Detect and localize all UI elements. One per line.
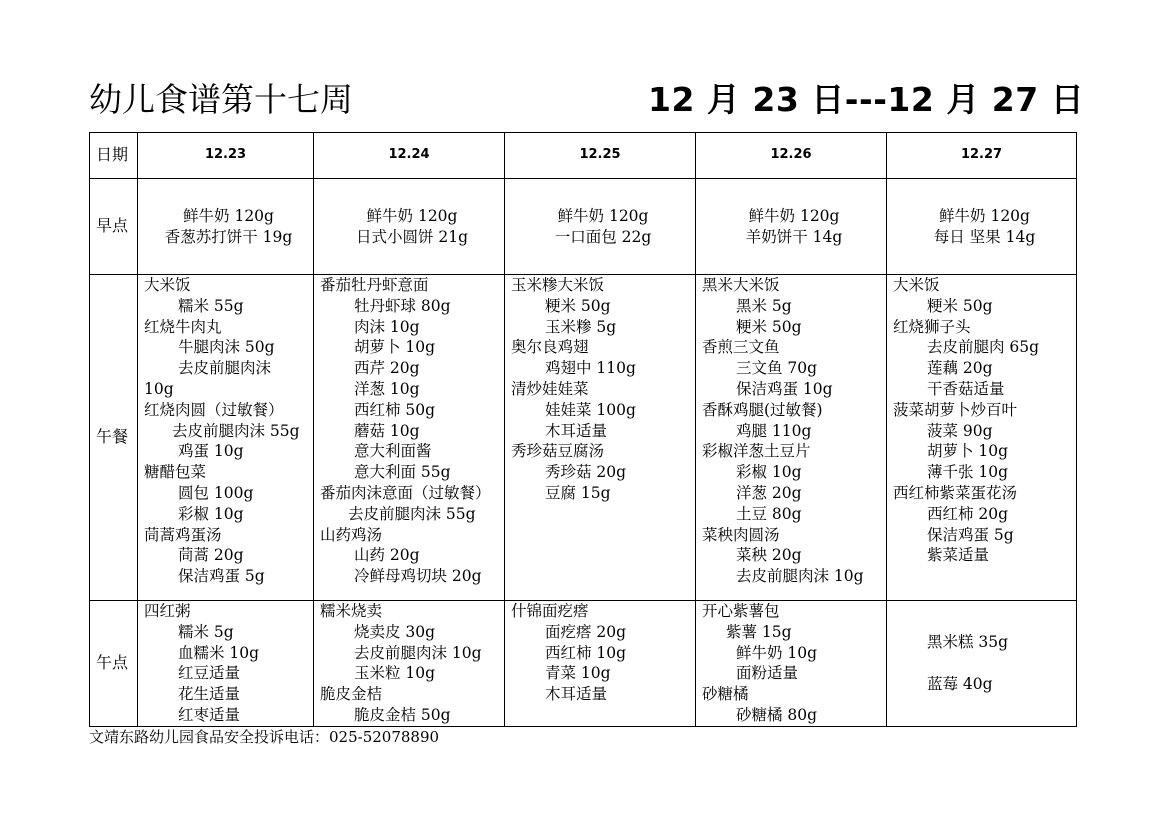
dish-name: 砂糖橘 xyxy=(702,685,749,704)
menu-line: 羊奶饼干 14g xyxy=(745,227,843,246)
ingredient-line: 彩椒 10g xyxy=(736,463,802,482)
ingredient-line: 脆皮金桔 50g xyxy=(354,705,451,724)
ingredient-line: 面粉适量 xyxy=(736,664,799,683)
ingredient-line: 三文鱼 70g xyxy=(736,359,818,378)
ingredient-line: 冷鲜母鸡切块 20g xyxy=(354,567,482,586)
ingredient-line: 去皮前腿肉 65g xyxy=(927,338,1040,357)
menu-line: 鲜牛奶 120g xyxy=(748,206,840,225)
ingredient-line: 土豆 80g xyxy=(736,504,802,523)
snack-item: 黑米糕 35g xyxy=(927,633,1009,652)
dish-name: 西红柿紫菜蛋花汤 xyxy=(893,483,1018,502)
ingredient-line: 西红柿 20g xyxy=(927,504,1009,523)
lunch-cell xyxy=(314,275,505,601)
breakfast-cell xyxy=(314,179,505,275)
ingredient-line: 洋葱 10g xyxy=(354,379,420,398)
snack-cell xyxy=(138,601,314,727)
spacer xyxy=(893,653,1076,674)
ingredient-line: 彩椒 10g xyxy=(178,504,244,523)
dish-name: 四红粥 xyxy=(144,602,191,620)
dish-name: 大米饭 xyxy=(893,276,940,294)
ingredient-line: 保洁鸡蛋 10g xyxy=(736,379,833,398)
dish-name: 菠菜胡萝卜炒百叶 xyxy=(893,400,1018,419)
dish-name: 番茄肉沫意面（过敏餐） xyxy=(320,483,491,502)
ingredient-line: 鸡翅中 110g xyxy=(545,359,636,378)
dish-name: 茼蒿鸡蛋汤 xyxy=(144,525,222,544)
ingredient-line: 玉米粒 10g xyxy=(354,664,436,683)
date-header: 12.27 xyxy=(887,133,1077,179)
snack-cell xyxy=(505,601,696,727)
header-row xyxy=(90,133,1077,179)
ingredient-line: 10g xyxy=(144,379,174,398)
ingredient-line: 蘑菇 10g xyxy=(354,421,420,440)
ingredient-line: 菜秧 20g xyxy=(736,546,802,565)
ingredient-line: 去皮前腿肉沫 55g xyxy=(348,504,476,523)
date-label: 日期 xyxy=(90,133,138,179)
dish-name: 清炒娃娃菜 xyxy=(511,379,589,398)
ingredient-line: 洋葱 20g xyxy=(736,483,802,502)
ingredient-line: 鸡蛋 10g xyxy=(178,442,244,461)
ingredient-line: 去皮前腿肉沫 xyxy=(178,359,272,378)
date-header: 12.23 xyxy=(138,133,314,179)
ingredient-line: 去皮前腿肉沫 10g xyxy=(354,643,482,662)
ingredient-line: 粳米 50g xyxy=(927,296,993,315)
dish-name: 什锦面疙瘩 xyxy=(511,602,589,620)
ingredient-line: 菠菜 90g xyxy=(927,421,993,440)
ingredient-line: 胡萝卜 10g xyxy=(354,338,436,357)
menu-line: 鲜牛奶 120g xyxy=(557,206,649,225)
date-header: 12.25 xyxy=(505,133,696,179)
ingredient-line: 山药 20g xyxy=(354,546,420,565)
ingredient-line: 玉米糁 5g xyxy=(545,317,617,336)
ingredient-line: 娃娃菜 100g xyxy=(545,400,636,419)
menu-line: 每日 坚果 14g xyxy=(933,227,1036,246)
ingredient-line: 红枣适量 xyxy=(178,705,241,724)
ingredient-line: 西芹 20g xyxy=(354,359,420,378)
menu-line: 鲜牛奶 120g xyxy=(183,206,274,225)
ingredient-line: 茼蒿 20g xyxy=(178,546,244,565)
ingredient-line: 西红柿 10g xyxy=(545,643,627,662)
ingredient-line: 鲜牛奶 10g xyxy=(736,643,818,662)
breakfast-row xyxy=(90,179,1077,275)
ingredient-line: 牛腿肉沫 50g xyxy=(178,338,275,357)
ingredient-line: 干香菇适量 xyxy=(927,379,1005,398)
ingredient-line: 保洁鸡蛋 5g xyxy=(927,525,1014,544)
dish-name: 大米饭 xyxy=(144,276,191,294)
ingredient-line: 牡丹虾球 80g xyxy=(354,296,451,315)
dish-name: 玉米糁大米饭 xyxy=(511,276,605,294)
ingredient-line: 意大利面 55g xyxy=(354,463,451,482)
breakfast-cell xyxy=(887,179,1077,275)
snack-cell xyxy=(887,601,1077,727)
ingredient-line: 烧卖皮 30g xyxy=(354,622,436,641)
dish-name: 红烧牛肉丸 xyxy=(144,317,222,336)
ingredient-line: 紫菜适量 xyxy=(927,546,990,565)
ingredient-line: 粳米 50g xyxy=(545,296,611,315)
breakfast-cell xyxy=(696,179,887,275)
dish-name: 红烧肉圆（过敏餐） xyxy=(144,400,284,419)
menu-line: 鲜牛奶 120g xyxy=(939,206,1030,225)
menu-table xyxy=(89,132,1077,727)
ingredient-line: 糯米 55g xyxy=(178,296,244,315)
lunch-cell xyxy=(696,275,887,601)
ingredient-line: 粳米 50g xyxy=(736,317,802,336)
dish-name: 香煎三文鱼 xyxy=(702,338,780,357)
ingredient-line: 黑米 5g xyxy=(736,296,792,315)
ingredient-line: 去皮前腿肉沫 55g xyxy=(172,421,300,440)
dish-name: 山药鸡汤 xyxy=(320,525,383,544)
ingredient-line: 豆腐 15g xyxy=(545,483,611,502)
ingredient-line: 糯米 5g xyxy=(178,622,234,641)
dish-name: 奥尔良鸡翅 xyxy=(511,338,589,357)
ingredient-line: 红豆适量 xyxy=(178,664,241,683)
ingredient-line: 紫薯 15g xyxy=(726,622,792,641)
dish-name: 糖醋包菜 xyxy=(144,463,207,482)
menu-line: 一口面包 22g xyxy=(554,227,652,246)
menu-line: 香葱苏打饼干 19g xyxy=(164,227,293,246)
dish-name: 菜秧肉圆汤 xyxy=(702,525,780,544)
snack-cell xyxy=(696,601,887,727)
ingredient-line: 花生适量 xyxy=(178,685,241,704)
ingredient-line: 去皮前腿肉沫 10g xyxy=(736,567,864,586)
breakfast-cell xyxy=(505,179,696,275)
menu-line: 日式小圆饼 21g xyxy=(355,227,469,246)
ingredient-line: 薄千张 10g xyxy=(927,463,1009,482)
lunch-cell xyxy=(138,275,314,601)
dish-name: 香酥鸡腿(过敏餐) xyxy=(702,400,823,419)
ingredient-line: 保洁鸡蛋 5g xyxy=(178,567,265,586)
snack-item: 蓝莓 40g xyxy=(927,674,993,693)
ingredient-line: 血糯米 10g xyxy=(178,643,260,662)
snack-label: 午点 xyxy=(90,601,138,727)
ingredient-line: 莲藕 20g xyxy=(927,359,993,378)
snack-row xyxy=(90,601,1077,727)
ingredient-line: 圆包 100g xyxy=(178,483,254,502)
date-header: 12.26 xyxy=(696,133,887,179)
date-header: 12.24 xyxy=(314,133,505,179)
ingredient-line: 西红柿 50g xyxy=(354,400,436,419)
ingredient-line: 意大利面酱 xyxy=(354,442,432,461)
page-title: 幼儿食谱第十七周 xyxy=(89,80,353,119)
dish-name: 彩椒洋葱土豆片 xyxy=(702,442,811,461)
snack-cell xyxy=(314,601,505,727)
dish-name: 秀珍菇豆腐汤 xyxy=(511,442,605,461)
ingredient-line: 秀珍菇 20g xyxy=(545,463,627,482)
ingredient-line: 木耳适量 xyxy=(545,685,608,704)
ingredient-line: 砂糖橘 80g xyxy=(736,705,818,724)
lunch-row xyxy=(90,275,1077,601)
dish-name: 红烧狮子头 xyxy=(893,317,971,336)
dish-name: 番茄牡丹虾意面 xyxy=(320,276,429,294)
breakfast-cell xyxy=(138,179,314,275)
dish-name: 脆皮金桔 xyxy=(320,685,383,704)
lunch-cell xyxy=(887,275,1077,601)
dish-name: 黑米大米饭 xyxy=(702,276,780,294)
breakfast-label: 早点 xyxy=(90,179,138,275)
lunch-label: 午餐 xyxy=(90,275,138,601)
complaint-hotline: 文靖东路幼儿园食品安全投诉电话：025-52078890 xyxy=(89,728,440,746)
lunch-cell xyxy=(505,275,696,601)
dish-name: 开心紫薯包 xyxy=(702,602,780,620)
ingredient-line: 鸡腿 110g xyxy=(736,421,812,440)
ingredient-line: 青菜 10g xyxy=(545,664,611,683)
dish-name: 糯米烧卖 xyxy=(320,602,383,620)
ingredient-line: 木耳适量 xyxy=(545,421,608,440)
week-date-range: 12 月 23 日---12 月 27 日 xyxy=(648,80,1085,119)
menu-line: 鲜牛奶 120g xyxy=(366,206,458,225)
ingredient-line: 面疙瘩 20g xyxy=(545,622,627,641)
ingredient-line: 肉沫 10g xyxy=(354,317,420,336)
ingredient-line: 胡萝卜 10g xyxy=(927,442,1009,461)
